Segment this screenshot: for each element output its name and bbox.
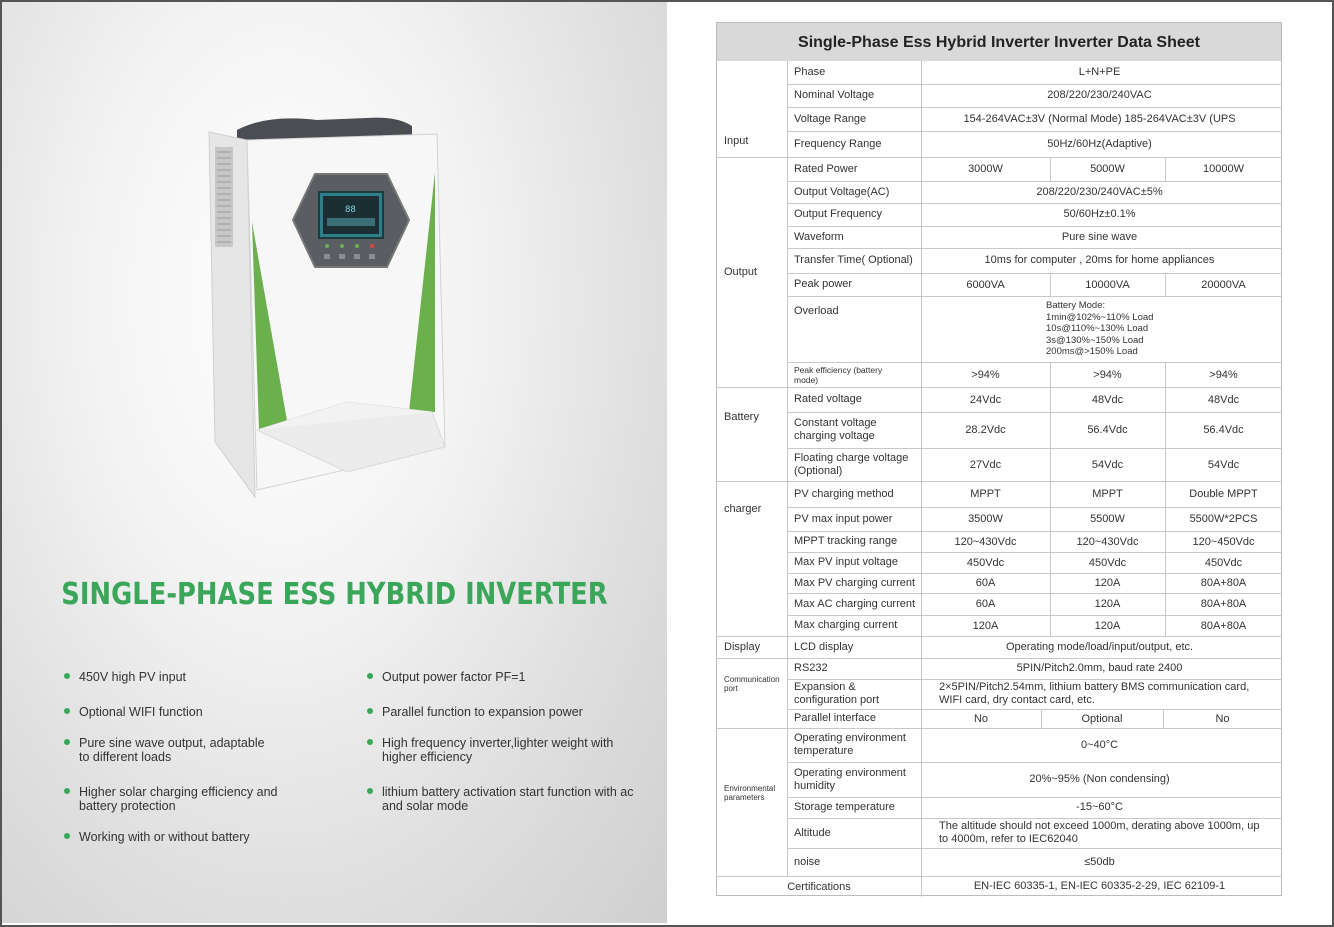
spec-value: 28.2Vdc (965, 424, 1006, 436)
spec-value: 10ms for computer , 20ms for home appliances (984, 254, 1215, 266)
grid-line (1050, 448, 1051, 481)
spec-value: 10000VA (1085, 278, 1130, 291)
spec-value: 120A (1094, 577, 1121, 589)
spec-value: 5000W (1090, 163, 1125, 175)
spec-value: 450Vdc (966, 556, 1005, 569)
bullet-icon (64, 788, 70, 794)
grid-line (717, 157, 1282, 158)
grid-line (1165, 362, 1166, 387)
grid-line (921, 61, 922, 897)
bullet-icon (64, 673, 70, 679)
grid-line (1165, 273, 1166, 296)
spec-value: 80A+80A (1200, 577, 1247, 589)
spec-value: >94% (1209, 368, 1238, 381)
grid-line (1041, 709, 1042, 728)
spec-value: 20%~95% (Non condensing) (1029, 773, 1170, 785)
feature-item: Higher solar charging efficiency and battery protection (79, 785, 349, 813)
grid-line (1050, 593, 1051, 615)
grid-line (717, 658, 1282, 659)
spec-value: The altitude should not exceed 1000m, derating above 1000m, up to 4000m, refer to IEC62040 (939, 820, 1260, 845)
spec-value: Battery Mode: 1min@102%~110% Load 10s@110%~130% Load 3s@130%~150% Load 200ms@>150% Load (1046, 300, 1154, 357)
spec-label: Max PV input voltage (794, 556, 898, 568)
spec-value: 120A (972, 619, 999, 632)
spec-value: 154-264VAC±3V (Normal Mode) 185-264VAC±3V (UPS (963, 112, 1236, 125)
feature-item: 450V high PV input (79, 670, 349, 684)
spec-value: 56.4Vdc (1087, 424, 1128, 436)
spec-label: Output Frequency (794, 208, 883, 220)
spec-value: 2×5PIN/Pitch2.54mm, lithium battery BMS communication card, WIFI card, dry contact card, etc. (939, 681, 1250, 706)
spec-label: noise (794, 855, 821, 868)
bullet-icon (367, 673, 373, 679)
grid-line (1165, 531, 1166, 552)
spec-value: 60A (975, 577, 996, 589)
grid-line (1050, 531, 1051, 552)
spec-label: PV max input power (794, 512, 893, 525)
spec-value: 56.4Vdc (1203, 424, 1244, 436)
spec-value: MPPT (970, 488, 1001, 500)
grid-line (1050, 481, 1051, 507)
spec-value: No (973, 712, 989, 725)
grid-line (1165, 387, 1166, 412)
spec-label: Max PV charging current (794, 576, 916, 589)
spec-group-label: Battery (724, 411, 759, 423)
grid-line (1165, 412, 1166, 448)
feature-item: High frequency inverter,lighter weight with higher efficiency (382, 736, 652, 764)
spec-value: 3000W (968, 163, 1003, 175)
spec-group-label: Communication port (724, 674, 780, 693)
spec-group-label: Certifications (787, 880, 851, 893)
spec-value: 5500W*2PCS (1189, 513, 1258, 525)
spec-value: 0~40°C (1080, 738, 1119, 751)
grid-line (1050, 362, 1051, 387)
bullet-icon (367, 708, 373, 714)
grid-line (1165, 573, 1166, 593)
feature-item: Working with or without battery (79, 830, 349, 844)
grid-line (787, 61, 788, 876)
spec-group-label: Output (724, 266, 758, 278)
spec-value: >94% (1093, 368, 1122, 381)
spec-label: Waveform (794, 230, 844, 243)
spec-value: 50/60Hz±0.1% (1063, 208, 1136, 220)
grid-line (1165, 157, 1166, 181)
spec-value: 20000VA (1201, 278, 1246, 291)
spec-value: 60A (975, 598, 996, 610)
spec-value: No (1215, 712, 1230, 725)
spec-value: EN-IEC 60335-1, EN-IEC 60335-2-29, IEC 62109-1 (973, 880, 1226, 892)
inverter-product-image (197, 112, 457, 502)
grid-line (717, 636, 1282, 637)
grid-line (717, 728, 1282, 729)
spec-value: 50Hz/60Hz(Adaptive) (1047, 137, 1152, 150)
grid-line (1165, 448, 1166, 481)
spec-label: Frequency Range (794, 137, 882, 150)
spec-label: Nominal Voltage (794, 89, 875, 101)
spec-value: 120~430Vdc (954, 535, 1017, 548)
grid-line (1050, 573, 1051, 593)
spec-label: Max AC charging current (794, 597, 916, 610)
grid-line (1050, 412, 1051, 448)
spec-value: MPPT (1092, 488, 1123, 500)
spec-value: 10000W (1203, 163, 1244, 175)
feature-item: Optional WIFI function (79, 705, 349, 719)
spec-value: 450Vdc (1204, 556, 1243, 569)
spec-group-label: charger (724, 503, 762, 515)
spec-label: RS232 (794, 662, 828, 674)
feature-item: Parallel function to expansion power (382, 705, 652, 719)
spec-value: 120~430Vdc (1076, 535, 1139, 548)
spec-group-label: Environmental parameters (724, 784, 776, 802)
spec-group-label: Display (724, 641, 761, 653)
spec-label: Floating charge voltage (Optional) (794, 451, 909, 477)
grid-line (717, 387, 1282, 388)
spec-value: 3500W (968, 513, 1003, 525)
feature-item: Pure sine wave output, adaptable to different loads (79, 736, 349, 764)
product-title: SINGLE-PHASE ESS HYBRID INVERTER (61, 577, 608, 612)
grid-line (1165, 552, 1166, 573)
spec-value: Pure sine wave (1061, 230, 1138, 243)
bullet-icon (367, 739, 373, 745)
grid-line (1050, 615, 1051, 636)
spec-value: -15~60°C (1076, 801, 1123, 813)
bullet-icon (64, 708, 70, 714)
bullet-icon (64, 739, 70, 745)
spec-value: 208/220/230/240VAC (1047, 89, 1152, 101)
grid-line (717, 481, 1282, 482)
spec-value: 120~450Vdc (1192, 535, 1255, 548)
grid-line (1050, 552, 1051, 573)
spec-label: Expansion & configuration port (794, 681, 879, 706)
spec-value: 80A+80A (1200, 619, 1247, 632)
spec-label: Voltage Range (794, 112, 867, 125)
spec-label: Operating environment temperature (794, 732, 906, 757)
spec-label: Storage temperature (794, 801, 895, 813)
grid-line (1165, 481, 1166, 507)
spec-value: >94% (971, 368, 1000, 381)
spec-label: Overload (794, 304, 839, 317)
spec-label: Transfer Time( Optional) (794, 254, 913, 266)
feature-item: lithium battery activation start function with ac and solar mode (382, 785, 652, 813)
bullet-icon (64, 833, 70, 839)
spec-label: Constant voltage charging voltage (794, 417, 877, 442)
feature-item: Output power factor PF=1 (382, 670, 652, 684)
data-sheet-title: Single-Phase Ess Hybrid Inverter Inverter Data Sheet (717, 23, 1281, 61)
spec-label: Output Voltage(AC) (794, 185, 890, 198)
spec-value: 120A (1094, 619, 1121, 632)
spec-value: 48Vdc (1207, 393, 1240, 406)
spec-label: MPPT tracking range (794, 535, 898, 547)
spec-value: ≤50db (1084, 855, 1115, 868)
spec-value: Operating mode/load/input/output, etc. (1005, 640, 1194, 653)
spec-group-label: Input (724, 135, 749, 147)
grid-line (1050, 273, 1051, 296)
grid-line (1165, 507, 1166, 531)
spec-value: 120A (1094, 598, 1121, 610)
lcd-readout: 88 (345, 205, 356, 215)
spec-value: 80A+80A (1200, 598, 1247, 610)
grid-line (1050, 507, 1051, 531)
spec-value: 54Vdc (1207, 458, 1240, 471)
spec-value: Double MPPT (1189, 488, 1258, 500)
spec-value: 27Vdc (969, 458, 1002, 471)
spec-label: Operating environment humidity (794, 766, 906, 792)
grid-line (1163, 709, 1164, 728)
spec-label: Parallel interface (794, 712, 876, 724)
grid-line (1165, 615, 1166, 636)
spec-value: Optional (1081, 712, 1123, 725)
spec-value: 450Vdc (1088, 556, 1127, 569)
spec-label: Max charging current (794, 619, 898, 631)
spec-label: Peak power (794, 278, 853, 290)
product-panel (2, 2, 667, 923)
spec-label: Altitude (794, 826, 831, 839)
spec-value: 5PIN/Pitch2.0mm, baud rate 2400 (1016, 662, 1183, 674)
spec-label: LCD display (794, 640, 854, 653)
spec-value: 54Vdc (1091, 458, 1124, 471)
spec-label: Peak efficiency (battery mode) (794, 364, 883, 385)
grid-line (1165, 593, 1166, 615)
data-sheet-table (716, 22, 1282, 896)
spec-value: 208/220/230/240VAC±5% (1036, 185, 1163, 198)
grid-line (1050, 387, 1051, 412)
grid-line (1050, 157, 1051, 181)
spec-label: Rated voltage (794, 393, 862, 405)
spec-value: L+N+PE (1078, 66, 1121, 78)
spec-label: Rated Power (794, 162, 858, 175)
spec-value: 5500W (1090, 513, 1125, 525)
spec-label: Phase (794, 66, 826, 78)
spec-label: PV charging method (794, 487, 894, 500)
spec-value: 48Vdc (1091, 393, 1124, 406)
spec-value: 6000VA (966, 278, 1005, 291)
spec-value: 24Vdc (969, 393, 1002, 406)
bullet-icon (367, 788, 373, 794)
